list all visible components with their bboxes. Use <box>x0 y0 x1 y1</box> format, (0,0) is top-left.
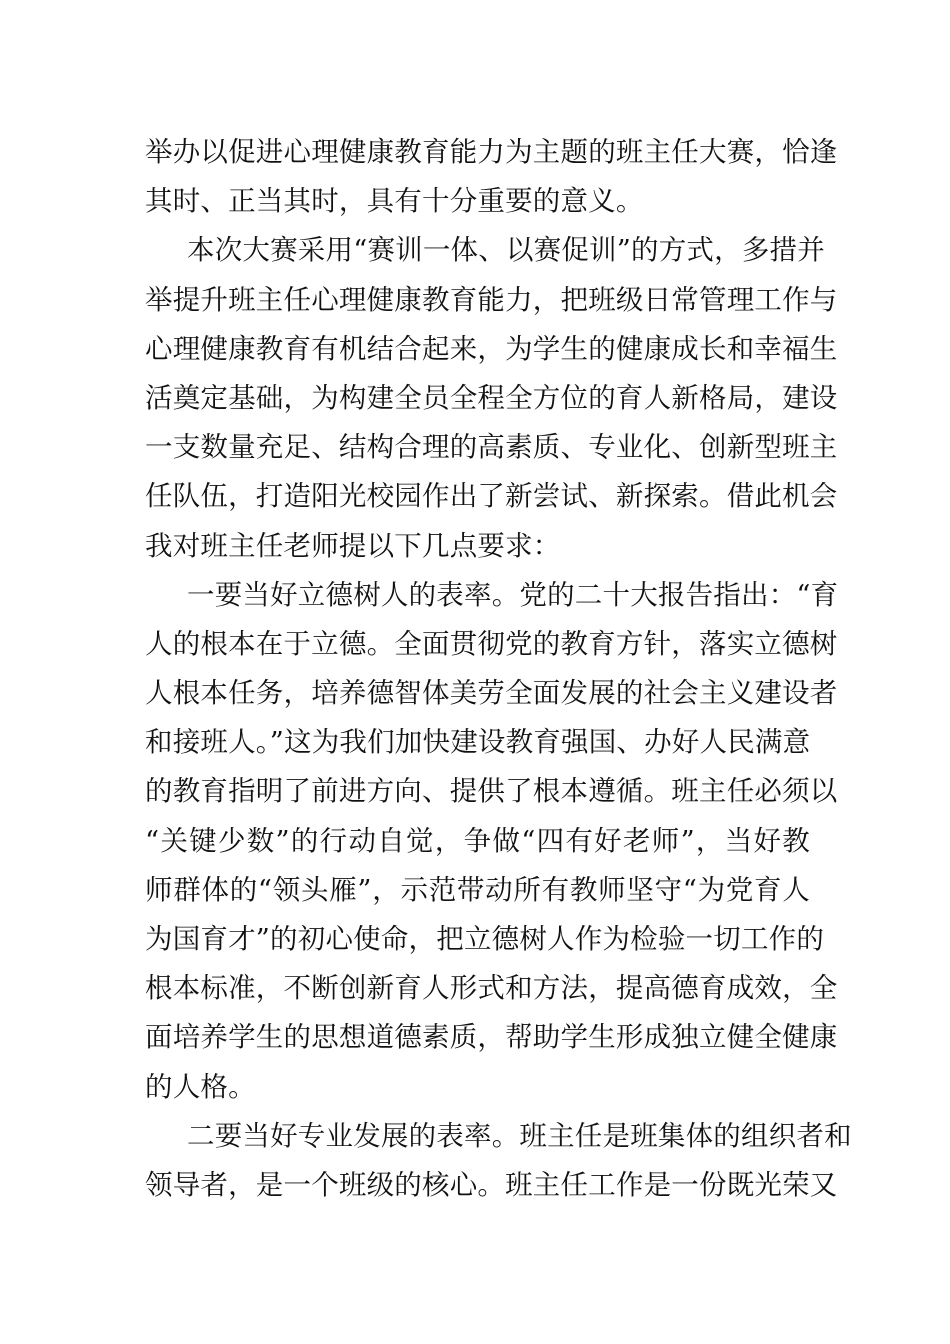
text-line: 其时、正当其时，具有十分重要的意义。 <box>145 185 644 218</box>
text-line: 面培养学生的思想道德素质，帮助学生形成独立健全健康 <box>145 1021 838 1054</box>
paragraph-continuation <box>145 128 838 226</box>
text-line: 举办以促进心理健康教育能力为主题的班主任大赛，恰逢 <box>145 136 838 168</box>
text-line: 的人格。 <box>145 1070 256 1103</box>
body-text <box>145 128 852 1210</box>
text-line: 心理健康教育有机结合起来，为学生的健康成长和幸福生 <box>145 332 838 365</box>
text-line: 任队伍，打造阳光校园作出了新尝试、新探索。借此机会 <box>145 480 838 513</box>
text-line: 二要当好专业发展的表率。班主任是班集体的组织者和 <box>187 1119 852 1152</box>
text-line: 的教育指明了前进方向、提供了根本遵循。班主任必须以 <box>145 775 838 808</box>
text-line: 本次大赛采用“赛训一体、以赛促训”的方式，多措并 <box>187 234 825 267</box>
text-line: “关键少数”的行动自觉，争做“四有好老师”，当好教 <box>145 824 810 857</box>
paragraph-competition <box>145 226 838 570</box>
text-line: 根本标准，不断创新育人形式和方法，提高德育成效，全 <box>145 972 838 1005</box>
text-line: 和接班人。”这为我们加快建设教育强国、办好人民满意 <box>145 726 811 759</box>
paragraph-requirement-one <box>145 571 839 1112</box>
text-line: 人的根本在于立德。全面贯彻党的教育方针，落实立德树 <box>145 627 838 660</box>
text-line: 人根本任务，培养德智体美劳全面发展的社会主义建设者 <box>145 677 838 710</box>
text-line: 活奠定基础，为构建全员全程全方位的育人新格局，建设 <box>145 381 838 414</box>
text-line: 一要当好立德树人的表率。党的二十大报告指出：“育 <box>187 578 839 611</box>
text-line: 领导者，是一个班级的核心。班主任工作是一份既光荣又 <box>145 1168 838 1201</box>
paragraph-requirement-two <box>145 1112 852 1210</box>
text-line: 我对班主任老师提以下几点要求： <box>145 529 561 562</box>
text-line: 为国育才”的初心使命，把立德树人作为检验一切工作的 <box>145 923 825 955</box>
text-line: 举提升班主任心理健康教育能力，把班级日常管理工作与 <box>145 283 838 316</box>
text-line: 一支数量充足、结构合理的高素质、专业化、创新型班主 <box>145 431 838 464</box>
text-line: 师群体的“领头雁”，示范带动所有教师坚守“为党育人 <box>145 873 810 906</box>
